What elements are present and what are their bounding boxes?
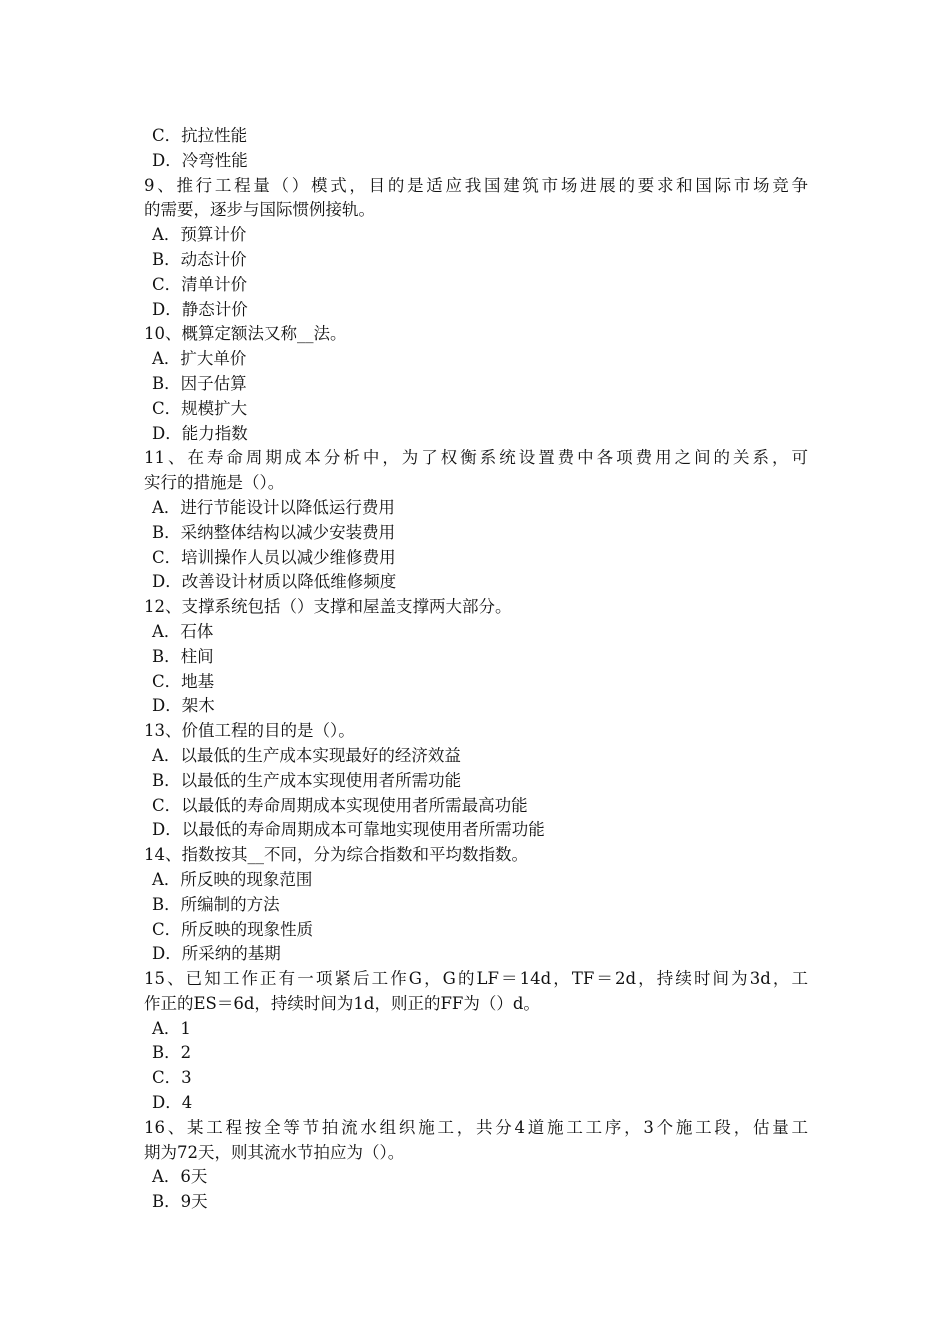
question-text: 10、概算定额法又称__法。 xyxy=(144,324,347,344)
question-block xyxy=(0,174,950,323)
answer-option: B．所编制的方法 xyxy=(152,894,280,914)
question-block xyxy=(0,719,950,843)
answer-option: A．进行节能设计以降低运行费用 xyxy=(152,497,395,517)
answer-option: D．以最低的寿命周期成本可靠地实现使用者所需功能 xyxy=(152,820,545,840)
answer-option: B．采纳整体结构以减少安装费用 xyxy=(152,522,396,542)
answer-option: C．地基 xyxy=(152,671,215,691)
question-text: 实行的措施是（）。 xyxy=(144,473,285,493)
answer-option: D．静态计价 xyxy=(152,299,248,319)
answer-option: A．以最低的生产成本实现最好的经济效益 xyxy=(152,745,461,765)
question-block xyxy=(0,322,950,446)
question-text: 的需要，逐步与国际惯例接轨。 xyxy=(144,200,375,220)
answer-option: D．所采纳的基期 xyxy=(152,944,281,964)
answer-option: D．4 xyxy=(152,1093,193,1113)
question-text: 15、已知工作正有一项紧后工作G，G的LF＝14d，TF＝2d，持续时间为3d，工 xyxy=(144,969,808,989)
answer-option: D．冷弯性能 xyxy=(152,150,248,170)
question-text: 14、指数按其__不同，分为综合指数和平均数指数。 xyxy=(144,845,528,865)
question-block xyxy=(0,1116,950,1215)
question-text: 作正的ES＝6d，持续时间为1d，则正的FF为（）d。 xyxy=(144,993,540,1013)
answer-option: A．石体 xyxy=(152,621,214,641)
question-block xyxy=(0,967,950,1116)
answer-option: B．以最低的生产成本实现使用者所需功能 xyxy=(152,770,462,790)
answer-option: B．9天 xyxy=(152,1192,208,1212)
answer-option: D．改善设计材质以降低维修频度 xyxy=(152,572,397,592)
answer-option: D．架木 xyxy=(152,696,215,716)
question-block xyxy=(0,595,950,719)
question-list xyxy=(0,124,950,1215)
answer-option: B．柱间 xyxy=(152,646,214,666)
answer-option: B．2 xyxy=(152,1043,192,1063)
answer-option: C．以最低的寿命周期成本实现使用者所需最高功能 xyxy=(152,795,528,815)
answer-option: C．培训操作人员以减少维修费用 xyxy=(152,547,396,567)
question-text: 12、支撑系统包括（）支撑和屋盖支撑两大部分。 xyxy=(144,597,512,617)
answer-option: C．所反映的现象性质 xyxy=(152,919,314,939)
question-block xyxy=(0,446,950,595)
question-text: 11、在寿命周期成本分析中，为了权衡系统设置费中各项费用之间的关系，可 xyxy=(144,448,808,468)
answer-option: C．规模扩大 xyxy=(152,398,248,418)
answer-option: A．预算计价 xyxy=(152,225,247,245)
question-text: 期为72天，则其流水节拍应为（）。 xyxy=(144,1142,405,1162)
question-block xyxy=(0,843,950,967)
answer-option: A．6天 xyxy=(152,1167,208,1187)
answer-option: A．所反映的现象范围 xyxy=(152,869,313,889)
answer-option: C．抗拉性能 xyxy=(152,126,248,145)
answer-option: B．因子估算 xyxy=(152,373,247,393)
answer-option: C．清单计价 xyxy=(152,274,248,294)
question-block xyxy=(0,124,950,174)
answer-option: A．1 xyxy=(152,1018,191,1038)
answer-option: D．能力指数 xyxy=(152,423,248,443)
question-text: 9、推行工程量（）模式，目的是适应我国建筑市场进展的要求和国际市场竞争 xyxy=(144,175,808,195)
answer-option: C．3 xyxy=(152,1068,192,1088)
answer-option: A．扩大单价 xyxy=(152,349,247,369)
question-text: 16、某工程按全等节拍流水组织施工，共分4道施工工序，3个施工段，估量工 xyxy=(144,1117,808,1137)
question-text: 13、价值工程的目的是（）。 xyxy=(144,721,355,741)
answer-option: B．动态计价 xyxy=(152,249,247,269)
